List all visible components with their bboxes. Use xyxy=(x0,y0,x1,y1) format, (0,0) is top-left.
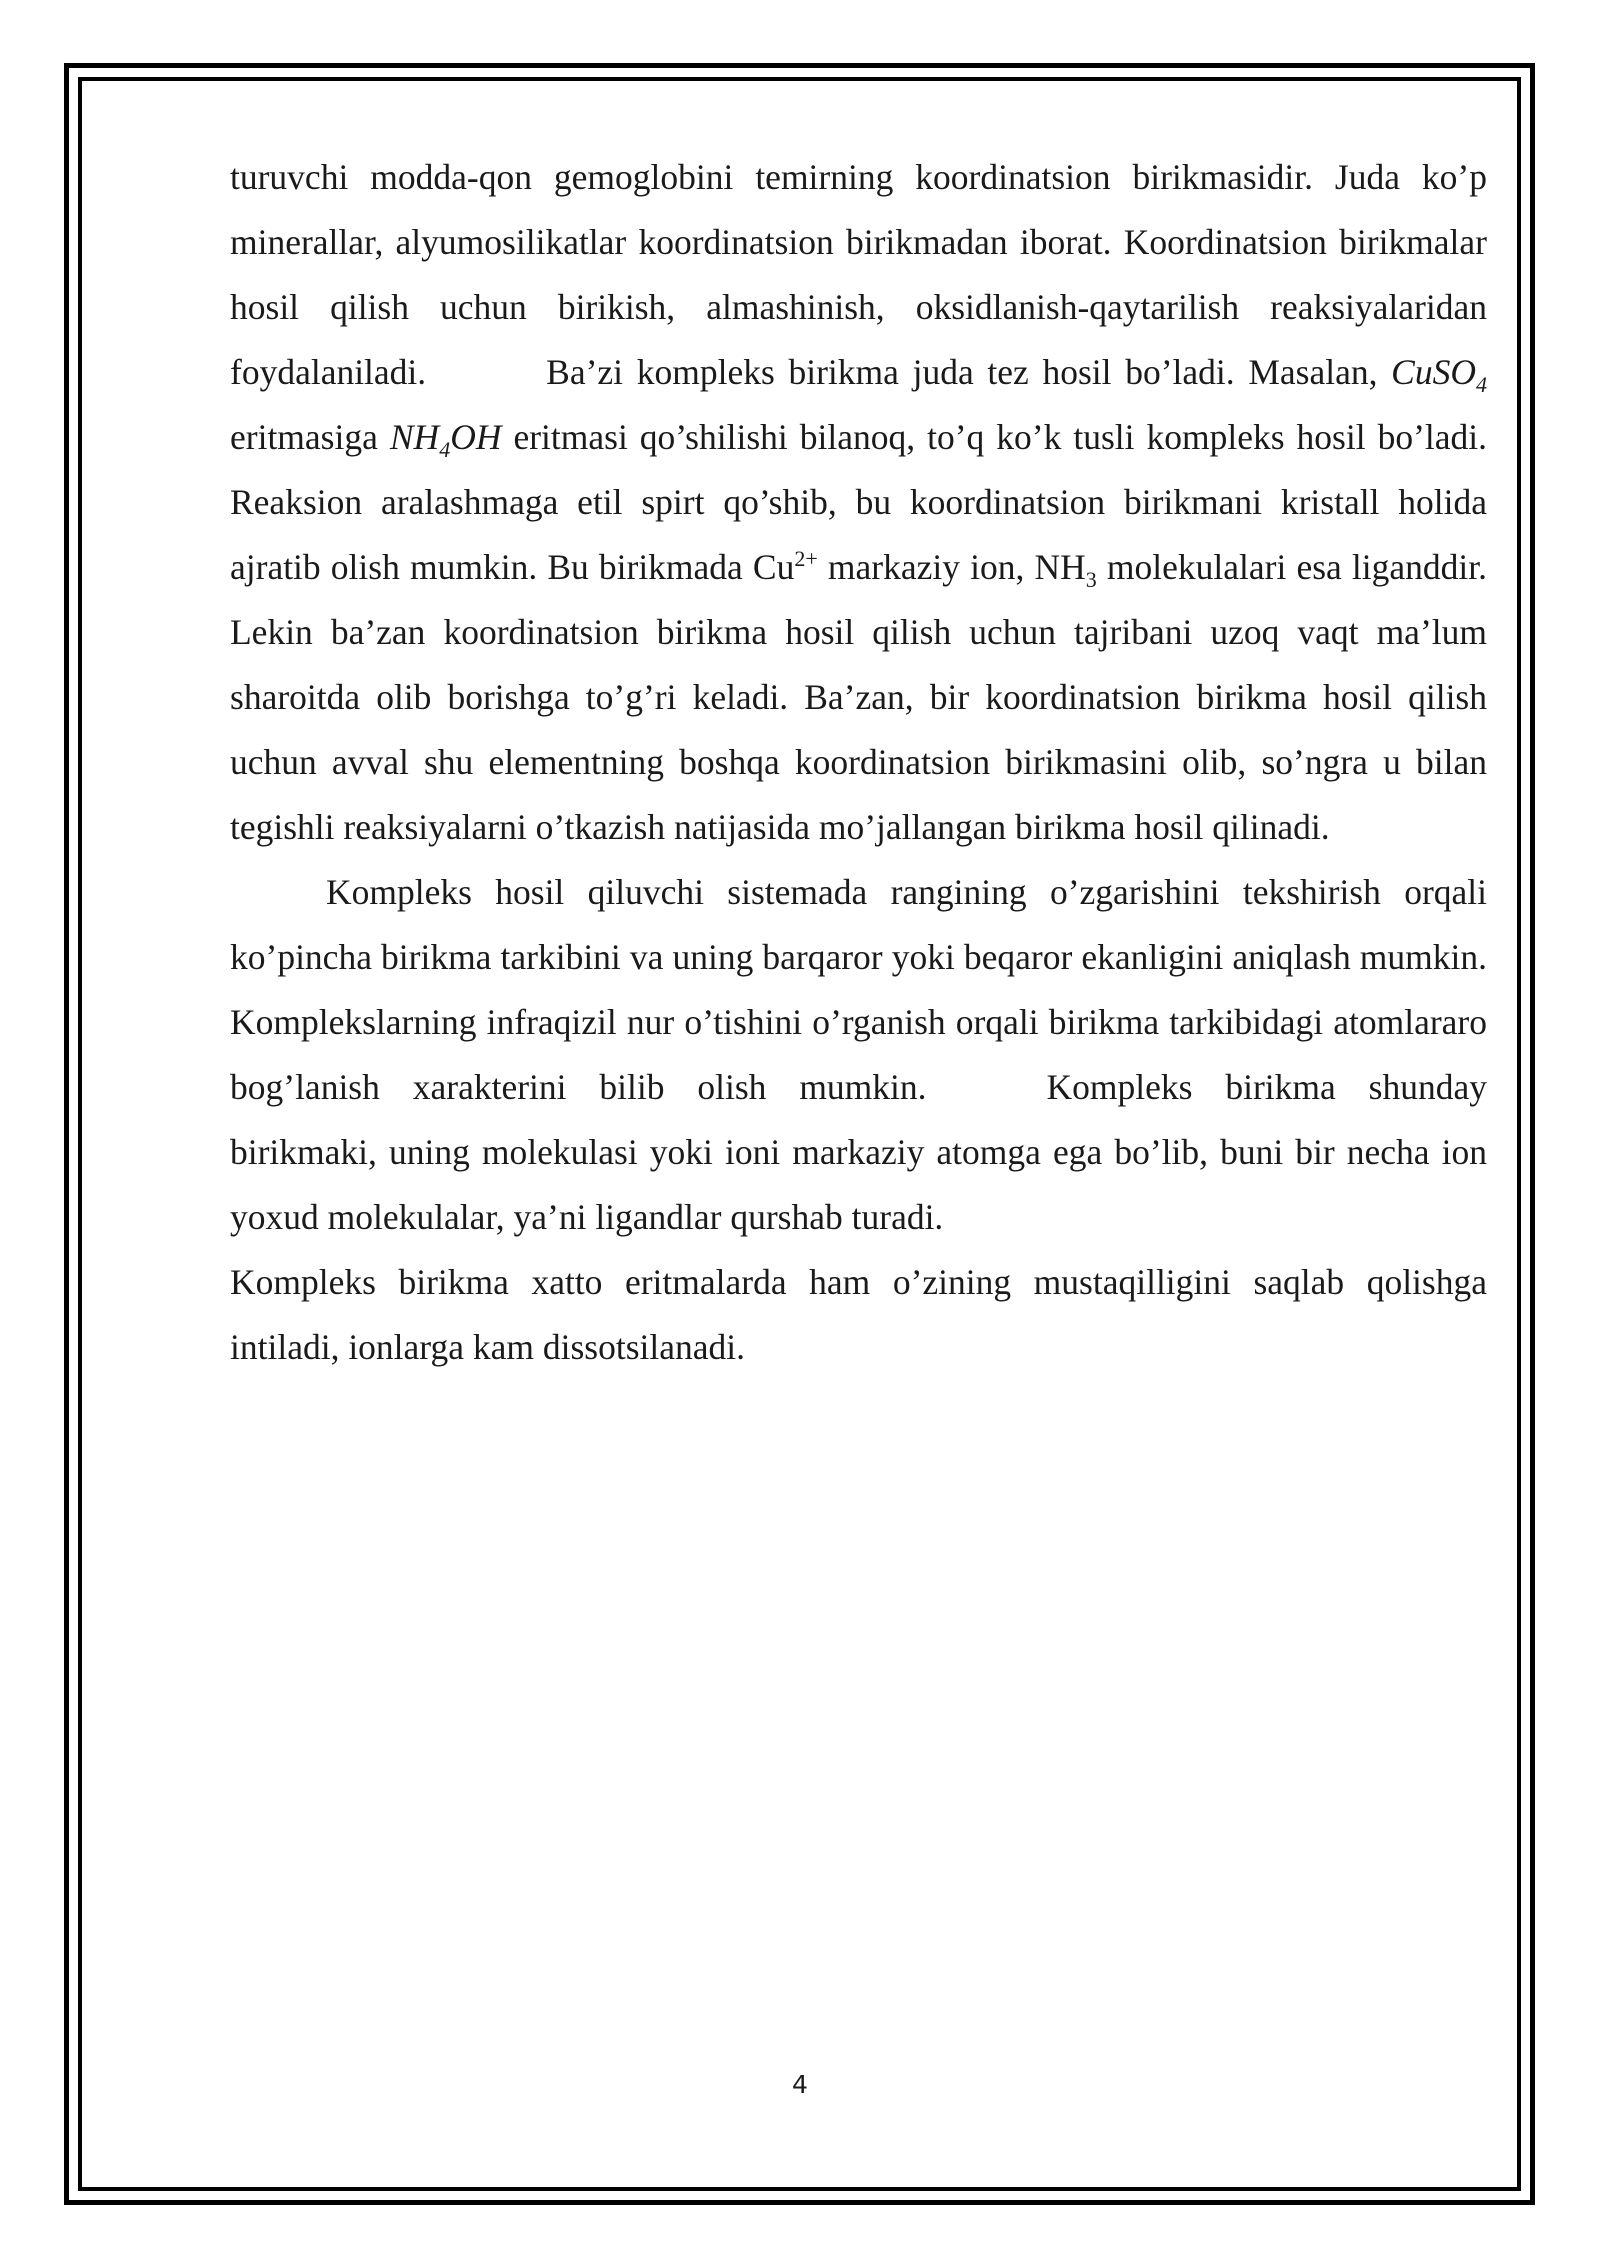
paragraph-1-sentence-2: Ba’zi kompleks birikma juda tez hosil bo’ladi. Masalan, xyxy=(546,352,1392,392)
paragraph-1-sentence-6: molekulalari esa liganddir. Lekin ba’zan koordinatsion birikma hosil qilish uchun tajribani uzoq vaqt ma’lum sharoitda olib borishga to’g’ri keladi. Ba’zan, bir koordinatsion birikma hosil qilish uchun avval shu elementning boshqa koordinatsion birikmasini olib, so’ngra u bilan tegishli reaksiyalarni o’tkazish natijasida mo’jallangan birikma hosil qilinadi. xyxy=(230,547,1487,847)
paragraph-1-sentence-4: eritmasi qo’shilishi bilanoq, to’q ko’k tusli kompleks hosil bo’ladi. Reaksion aralashmaga etil spirt qo’shib, bu koordinatsion birikmani kristall holida ajratib olish mumkin. Bu birikmada Cu xyxy=(230,417,1487,587)
paragraph-1-sentence-1: turuvchi modda-qon gemoglobini temirning koordinatsion birikmasidir. Juda ko’p minerallar, alyumosilikatlar koordinatsion birikmadan iborat. Koordinatsion birikmalar hosil qilish uchun birikish, almashinish, oksidlanish-qaytarilish reaksiyalaridan foydalaniladi. xyxy=(230,157,1487,392)
page-number: 4 xyxy=(792,2070,808,2099)
copper-ion-charge: 2+ xyxy=(794,546,818,572)
formula-cuso4 xyxy=(1391,352,1487,398)
paragraph-2 xyxy=(230,860,1487,1250)
paragraph-1 xyxy=(230,145,1487,860)
document-body xyxy=(230,145,1487,1380)
formula-nh4oh-part-b: OH xyxy=(450,417,502,457)
paragraph-2-sentence-2: Kompleks birikma shunday birikmaki, uning molekulasi yoki ioni markaziy atomga ega bo’lib, buni bir necha ion yoxud molekulalar, ya’ni ligandlar qurshab turadi. xyxy=(230,1067,1487,1237)
paragraph-2-sentence-1: Kompleks hosil qiluvchi sistemada rangining o’zgarishini tekshirish orqali ko’pincha birikma tarkibini va uning barqaror yoki beqaror ekanligini aniqlash mumkin. Komplekslarning infraqizil nur o’tishini o’rganish orqali birikma tarkibidagi atomlararo bog’lanish xarakterini bilib olish mumkin. xyxy=(230,872,1487,1107)
formula-nh4oh-part-a: NH xyxy=(389,417,440,457)
ammonia-subscript: 3 xyxy=(1085,567,1097,593)
formula-cuso4-main: CuSO xyxy=(1391,352,1476,392)
formula-cuso4-subscript: 4 xyxy=(1476,372,1487,398)
paragraph-1-sentence-3: eritmasiga xyxy=(230,417,390,457)
formula-nh4oh-subscript: 4 xyxy=(439,437,451,463)
paragraph-3: Kompleks birikma xatto eritmalarda ham o’zining mustaqilligini saqlab qolishga intiladi, ionlarga kam dissotsilanadi. xyxy=(230,1262,1487,1367)
paragraph-1-sentence-5: markaziy ion, NH xyxy=(817,547,1086,587)
formula-nh4oh xyxy=(389,417,502,463)
